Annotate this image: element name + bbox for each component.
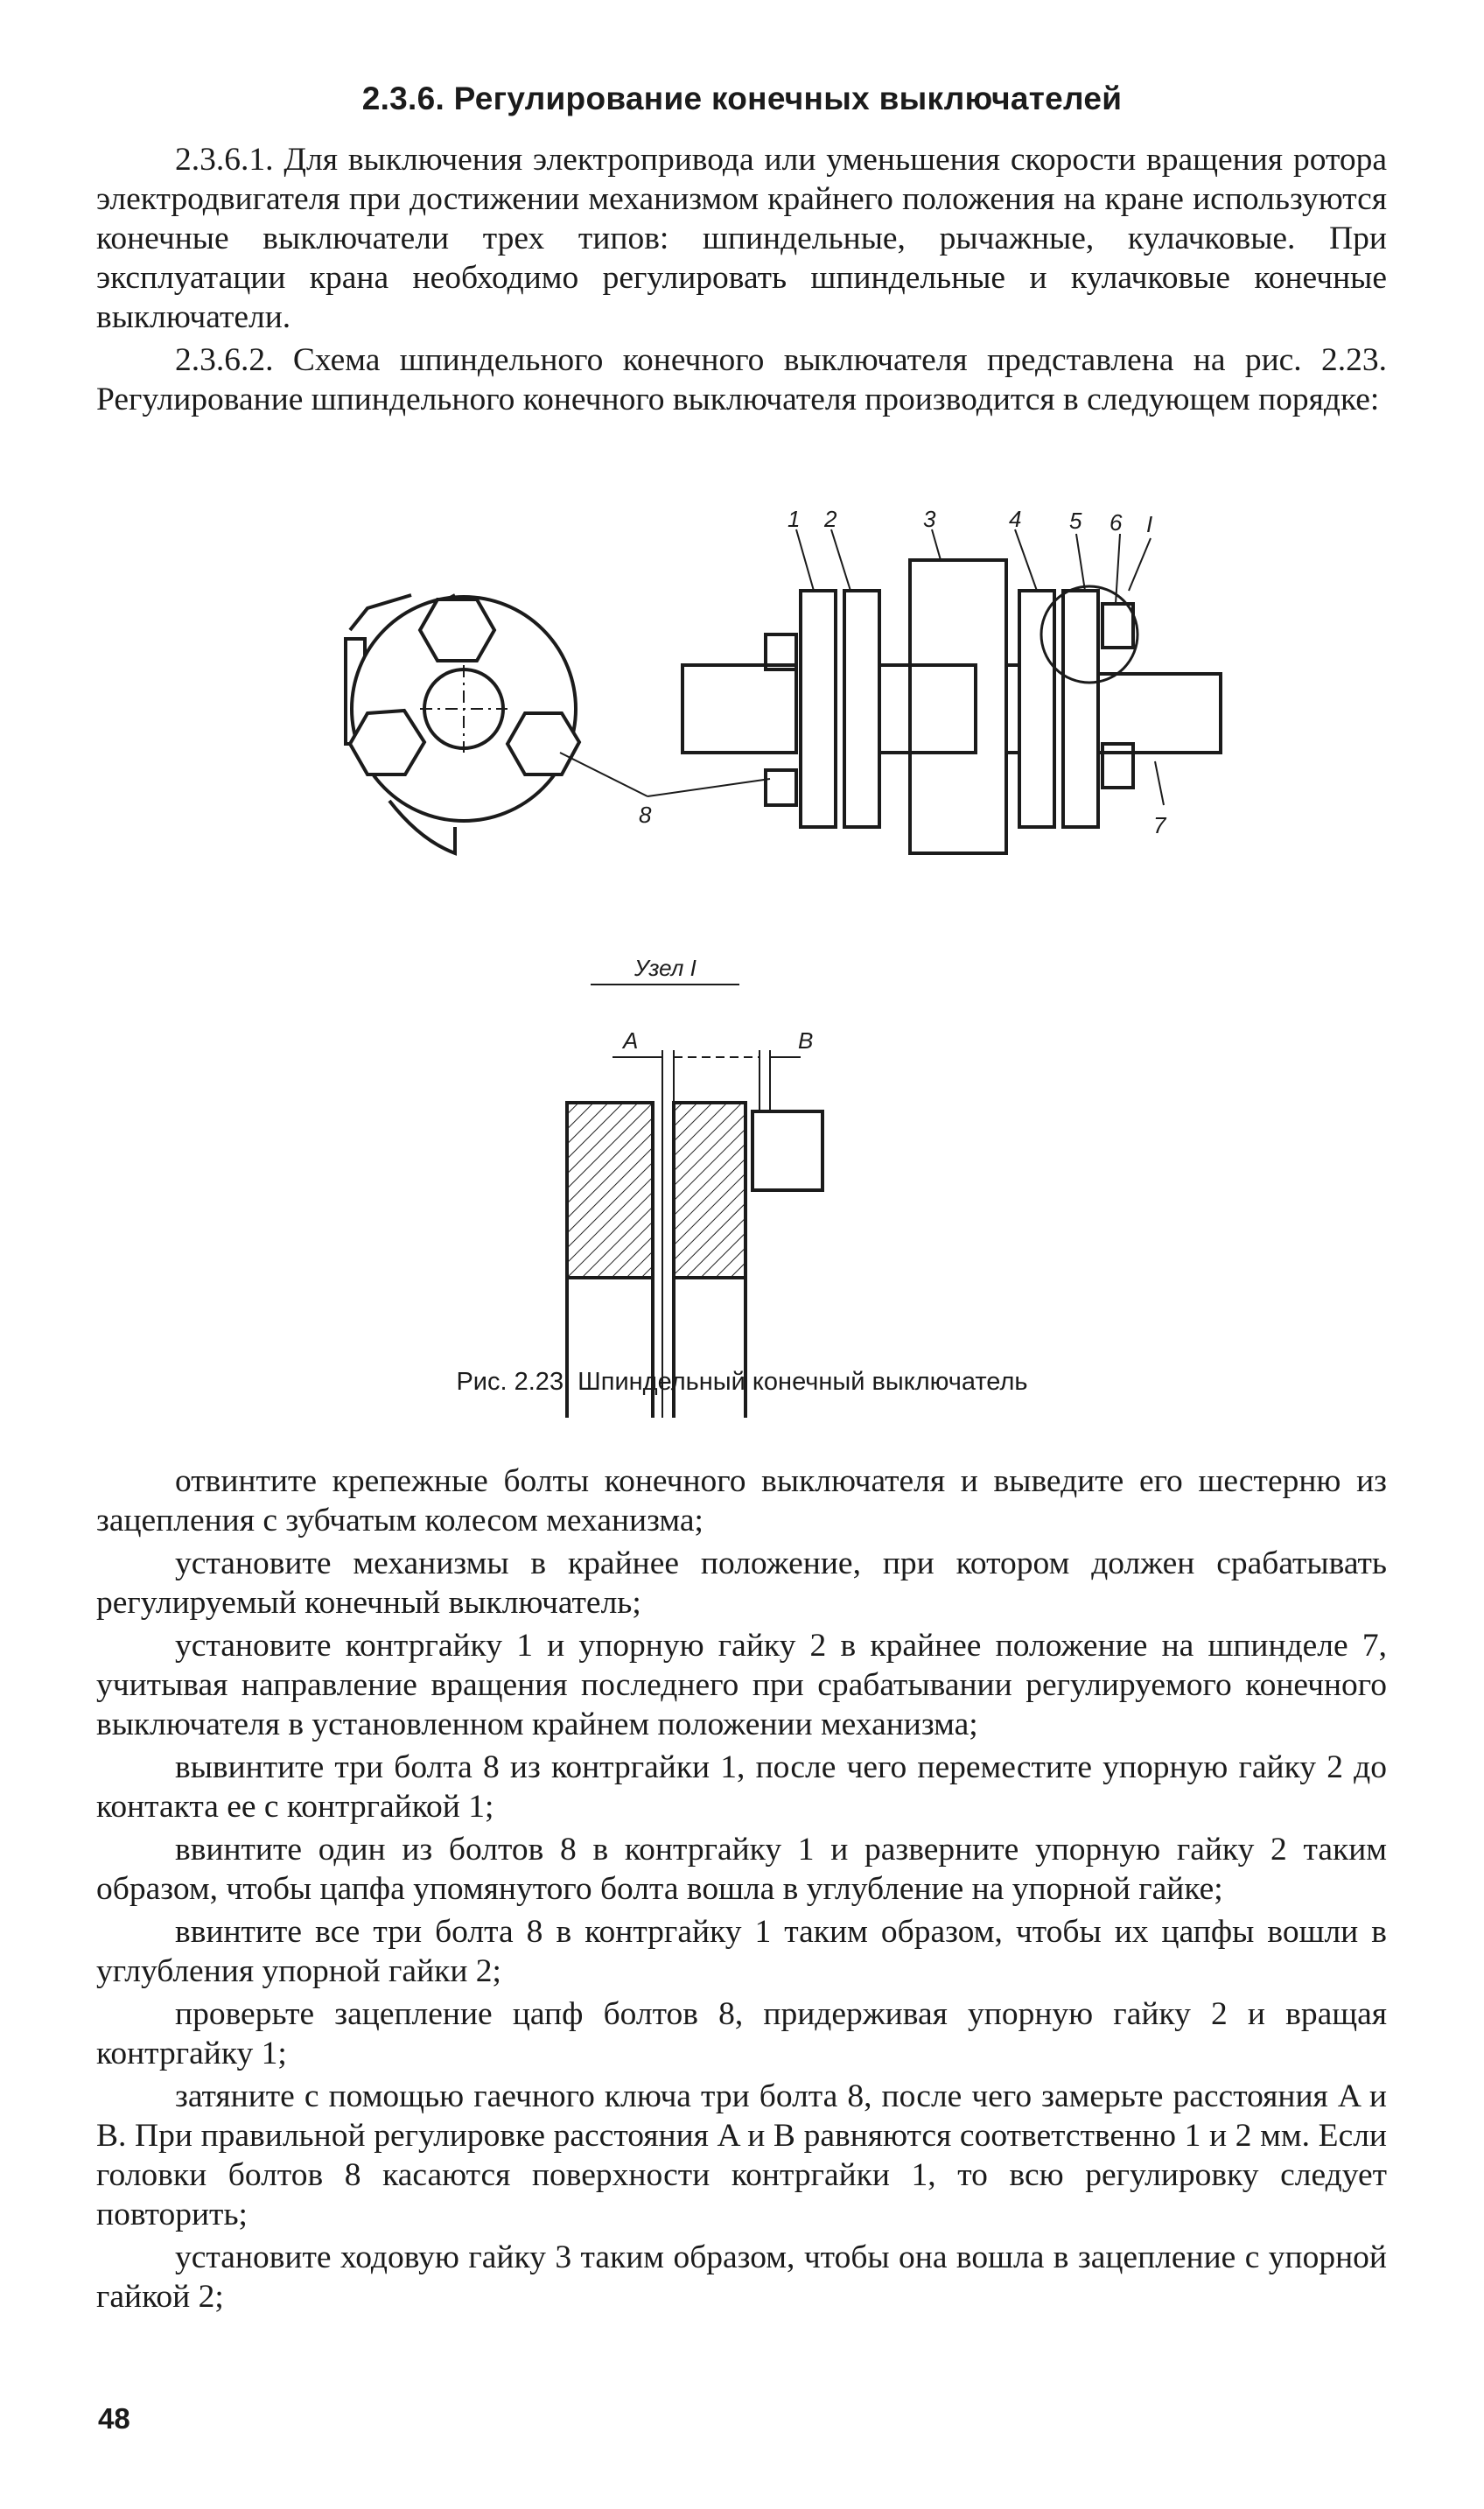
figure-label-4: 4	[1009, 508, 1022, 532]
paragraph-2-3-6-1: 2.3.6.1. Для выключения электропривода или уменьшения скорости вращения ротора электродвигателя при достижении механизмом крайнего положения на кране используются конечные выключатели трех типов: шпиндельные, рычажные, кулачковые. При эксплуатации крана необходимо регулировать шпиндельные и кулачковые конечные выключатели.	[96, 142, 1387, 335]
step-paragraph: установите механизмы в крайнее положение, при котором должен срабатывать регулируемый конечный выключатель;	[96, 1545, 1387, 1621]
step-paragraph: ввинтите один из болтов 8 в контргайку 1 и разверните упорную гайку 2 таким образом, чтобы цапфа упомянутого болта вошла в углубление на упорной гайке;	[96, 1832, 1387, 1907]
figure-2-23	[0, 508, 1484, 1418]
instruction-list	[96, 1461, 1387, 2316]
step-paragraph: установите ходовую гайку 3 таким образом, чтобы она вошла в зацепление с упорной гайкой 2;	[96, 2239, 1387, 2315]
figure-label-1: 1	[788, 508, 801, 532]
figure-label-3: 3	[923, 508, 936, 532]
step-paragraph: затяните с помощью гаечного ключа три болта 8, после чего замерьте расстояния A и B. При правильной регулировке расстояния A и B равняются соответственно 1 и 2 мм. Если головки болтов 8 касаются поверхности контргайки 1, то всю регулировку следует повторить;	[96, 2078, 1387, 2232]
figure-label-node-i: I	[1146, 511, 1153, 537]
paragraph-2-3-6-2: 2.3.6.2. Схема шпиндельного конечного выключателя представлена на рис. 2.23. Регулирование шпиндельного конечного выключателя производится в следующем порядке:	[96, 342, 1387, 417]
step-paragraph: ввинтите все три болта 8 в контргайку 1 таким образом, чтобы их цапфы вошли в углубления упорной гайки 2;	[96, 1914, 1387, 1989]
page-number: 48	[98, 2402, 130, 2435]
dimension-label-b: B	[798, 1027, 814, 1054]
figure-label-8: 8	[639, 802, 652, 828]
intro-text	[96, 140, 1387, 419]
step-paragraph: отвинтите крепежные болты конечного выключателя и выведите его шестерню из зацепления с зубчатым колесом механизма;	[96, 1463, 1387, 1538]
detail-node-title: Узел I	[634, 955, 696, 981]
figure-label-5: 5	[1069, 508, 1082, 534]
step-paragraph: установите контргайку 1 и упорную гайку 2 в крайнее положение на шпинделе 7, учитывая направление вращения последнего при срабатывании регулируемого конечного выключателя в установленном крайнем положении механизма;	[96, 1628, 1387, 1742]
figure-label-6: 6	[1110, 509, 1123, 536]
dimension-label-a: A	[623, 1027, 639, 1054]
figure-caption: Рис. 2.23. Шпиндельный конечный выключатель	[456, 1368, 1028, 1396]
spindle-side-view	[682, 560, 1221, 853]
step-paragraph: проверьте зацепление цапф болтов 8, придерживая упорную гайку 2 и вращая контргайку 1;	[96, 1996, 1387, 2071]
step-paragraph: вывинтите три болта 8 из контргайки 1, после чего переместите упорную гайку 2 до контакта ее с контргайкой 1;	[96, 1749, 1387, 1825]
section-heading: 2.3.6. Регулирование конечных выключателей	[361, 81, 1123, 116]
figure-label-2: 2	[824, 508, 837, 532]
flange-end-view	[346, 595, 579, 853]
figure-label-7: 7	[1153, 812, 1166, 838]
detail-node-i	[567, 985, 822, 1418]
